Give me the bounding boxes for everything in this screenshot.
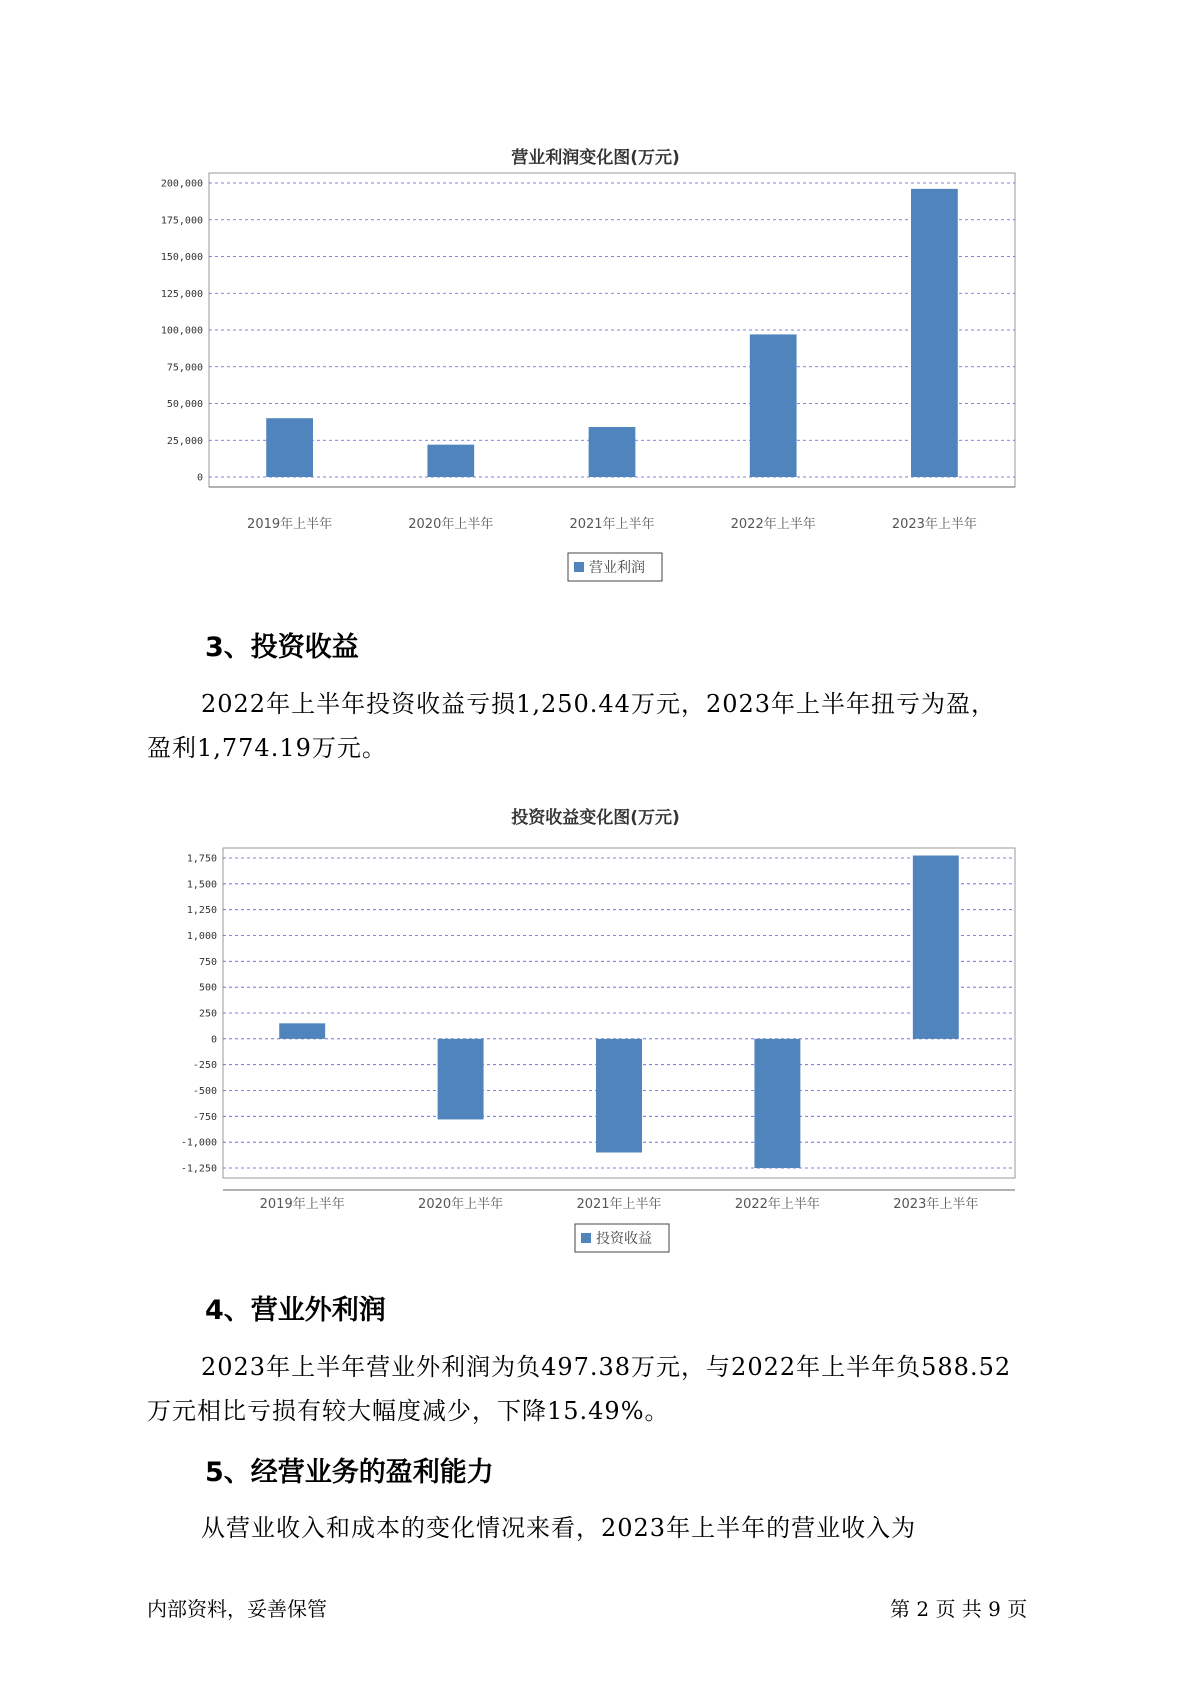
x-category-label: 2022年上半年 xyxy=(734,1197,820,1212)
x-category-label: 2021年上半年 xyxy=(569,517,655,532)
legend xyxy=(575,1224,669,1252)
section-heading-investment-income: 3、投资收益 xyxy=(205,632,359,663)
x-category-label: 2020年上半年 xyxy=(418,1197,504,1212)
bar-2023年上半年 xyxy=(913,856,959,1039)
y-tick-label: 75,000 xyxy=(166,362,203,374)
y-tick-label: 0 xyxy=(210,1034,217,1046)
x-category-label: 2020年上半年 xyxy=(408,517,494,532)
bar-2020年上半年 xyxy=(438,1039,484,1120)
y-tick-label: 100,000 xyxy=(160,325,203,337)
y-tick-label: -750 xyxy=(192,1111,217,1123)
legend-swatch xyxy=(581,1233,591,1243)
y-tick-label: 250 xyxy=(198,1008,217,1020)
y-tick-label: 1,500 xyxy=(186,879,217,891)
bar-2021年上半年 xyxy=(596,1039,642,1153)
paragraph-line: 从营业收入和成本的变化情况来看，2023年上半年的营业收入为 xyxy=(201,1514,917,1542)
y-tick-label: 750 xyxy=(198,956,217,968)
operating-profit-chart xyxy=(0,160,1191,580)
legend-label: 投资收益 xyxy=(596,1231,652,1247)
y-tick-label: -500 xyxy=(192,1086,217,1097)
bar-2023年上半年 xyxy=(911,189,958,477)
investment-income-paragraph xyxy=(147,682,1047,770)
paragraph-line: 万元相比亏损有较大幅度减少，下降15.49%。 xyxy=(147,1397,670,1425)
legend-label: 营业利润 xyxy=(589,560,645,576)
y-tick-label: -1,000 xyxy=(180,1137,217,1149)
footer-confidential-note: 内部资料，妥善保管 xyxy=(147,1597,327,1621)
investment-income-chart xyxy=(0,820,1191,1247)
x-category-label: 2021年上半年 xyxy=(576,1197,662,1212)
paragraph-line: 盈利1,774.19万元。 xyxy=(147,734,387,762)
legend-swatch xyxy=(574,562,584,572)
bar-2020年上半年 xyxy=(427,445,474,477)
y-tick-label: 1,750 xyxy=(186,853,217,865)
y-tick-label: 175,000 xyxy=(160,215,203,227)
bar-2021年上半年 xyxy=(589,427,636,477)
x-category-label: 2023年上半年 xyxy=(891,517,977,532)
x-category-label: 2023年上半年 xyxy=(893,1197,979,1212)
x-category-label: 2019年上半年 xyxy=(259,1197,345,1212)
bar-2019年上半年 xyxy=(279,1023,325,1039)
bar-2022年上半年 xyxy=(754,1039,800,1168)
paragraph-line: 2022年上半年投资收益亏损1,250.44万元，2023年上半年扭亏为盈， xyxy=(201,690,997,718)
chart1-title: 营业利润变化图(万元) xyxy=(511,148,680,168)
y-tick-label: 500 xyxy=(198,982,217,994)
y-tick-label: -1,250 xyxy=(180,1163,217,1175)
bar-2019年上半年 xyxy=(266,418,313,477)
legend xyxy=(568,553,662,581)
y-tick-label: 1,250 xyxy=(186,905,217,917)
y-tick-label: 150,000 xyxy=(160,252,203,263)
y-tick-label: 25,000 xyxy=(166,435,203,447)
section-heading-non-operating-profit: 4、营业外利润 xyxy=(205,1295,386,1326)
paragraph-line: 2023年上半年营业外利润为负497.38万元，与2022年上半年负588.52 xyxy=(201,1353,1012,1381)
bar-2022年上半年 xyxy=(750,334,797,477)
y-tick-label: -250 xyxy=(192,1060,217,1072)
x-category-label: 2022年上半年 xyxy=(730,517,816,532)
x-category-label: 2019年上半年 xyxy=(247,517,333,532)
y-tick-label: 200,000 xyxy=(160,178,203,190)
y-tick-label: 1,000 xyxy=(186,931,217,942)
section-heading-profitability: 5、经营业务的盈利能力 xyxy=(205,1457,494,1488)
profitability-paragraph xyxy=(147,1506,1047,1550)
y-tick-label: 125,000 xyxy=(160,288,203,300)
footer-page-number: 第 2 页 共 9 页 xyxy=(890,1597,1028,1621)
chart2-title: 投资收益变化图(万元) xyxy=(511,808,680,828)
non-operating-profit-paragraph xyxy=(147,1345,1047,1433)
y-tick-label: 50,000 xyxy=(166,399,203,410)
y-tick-label: 0 xyxy=(196,472,203,484)
